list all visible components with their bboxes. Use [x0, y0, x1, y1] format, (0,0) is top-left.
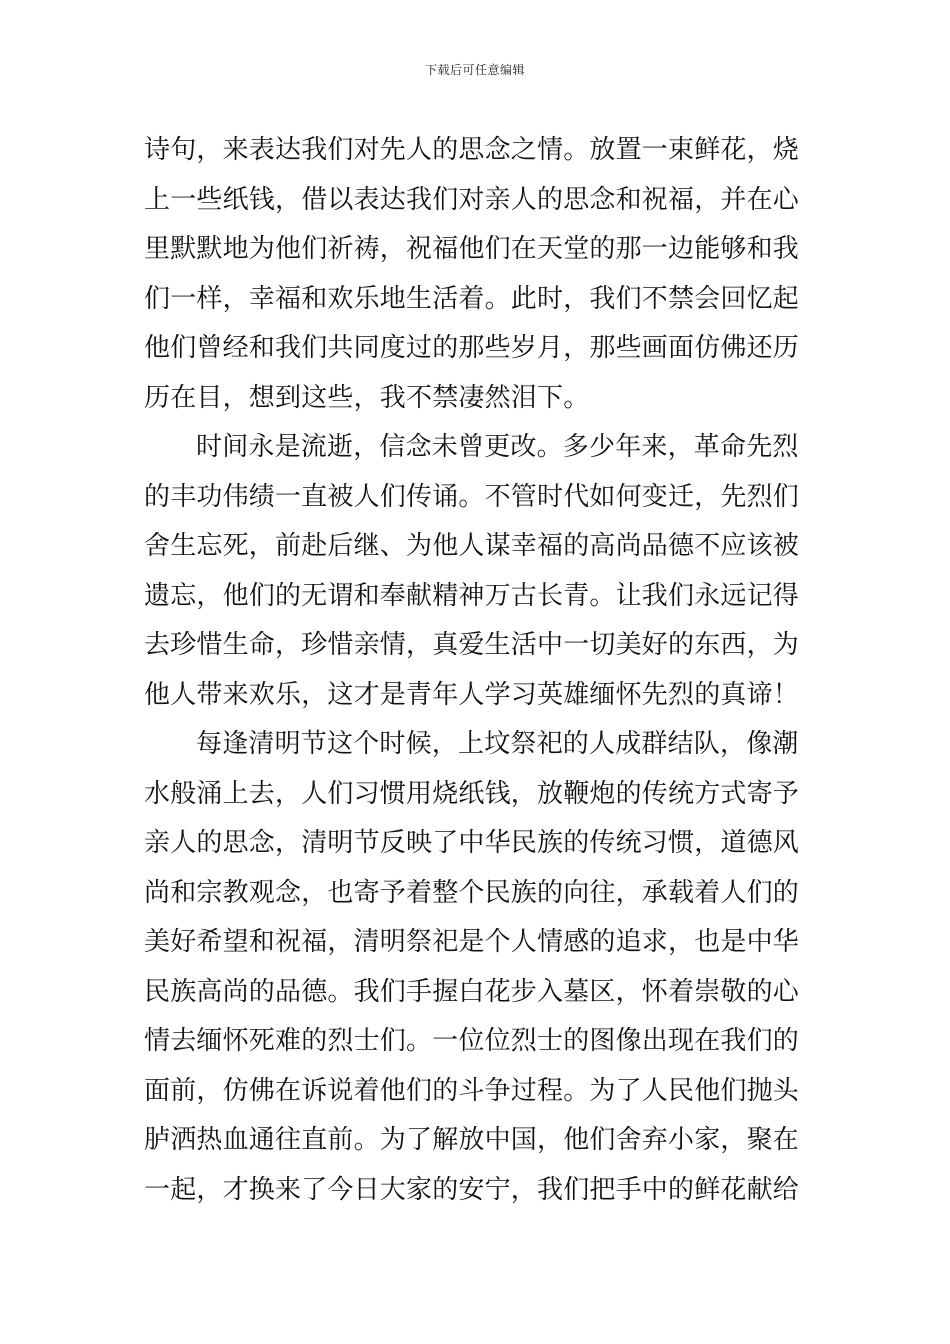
text-line: 历在目，想到这些，我不禁凄然泪下。 — [144, 382, 590, 413]
text-line: 舍生忘死，前赴后继、为他人谋幸福的高尚品德不应该被 — [144, 531, 800, 561]
text-line: 尚和宗教观念，也寄予着整个民族的向往，承载着人们的 — [144, 877, 800, 908]
text-line: 的丰功伟绩一直被人们传诵。不管时代如何变迁，先烈们 — [144, 481, 800, 512]
text-line: 们一样，幸福和欢乐地生活着。此时，我们不禁会回忆起 — [144, 283, 800, 314]
text-line: 美好希望和祝福，清明祭祀是个人情感的追求，也是中华 — [144, 927, 800, 957]
text-line: 他们曾经和我们共同度过的那些岁月，那些画面仿佛还历 — [144, 333, 800, 363]
text-line: 情去缅怀死难的烈士们。一位位烈士的图像出现在我们的 — [144, 1026, 800, 1056]
text-line: 他人带来欢乐，这才是青年人学习英雄缅怀先烈的真谛！ — [144, 679, 800, 710]
text-line: 上一些纸钱，借以表达我们对亲人的思念和祝福，并在心 — [144, 184, 800, 215]
text-line: 里默默地为他们祈祷，祝福他们在天堂的那一边能够和我 — [144, 234, 800, 264]
text-line: 诗句，来表达我们对先人的思念之情。放置一束鲜花，烧 — [144, 135, 800, 165]
text-line: 民族高尚的品德。我们手握白花步入墓区，怀着崇敬的心 — [144, 976, 800, 1007]
text-line: 亲人的思念，清明节反映了中华民族的传统习惯，道德风 — [144, 828, 800, 858]
text-line: 一起，才换来了今日大家的安宁，我们把手中的鲜花献给 — [144, 1174, 800, 1205]
paragraph-first-line: 时间永是流逝，信念未曾更改。多少年来，革命先烈 — [196, 432, 799, 462]
page-header: 下载后可任意编辑 — [424, 63, 525, 77]
paragraph-first-line: 每逢清明节这个时候，上坟祭祀的人成群结队，像潮 — [196, 729, 799, 759]
text-line: 遗忘，他们的无谓和奉献精神万古长青。让我们永远记得 — [144, 580, 800, 611]
body-text — [144, 126, 808, 1215]
text-line: 水般涌上去，人们习惯用烧纸钱，放鞭炮的传统方式寄予 — [144, 778, 800, 809]
text-line: 面前，仿佛在诉说着他们的斗争过程。为了人民他们抛头 — [144, 1075, 800, 1106]
text-line: 去珍惜生命，珍惜亲情，真爱生活中一切美好的东西，为 — [144, 630, 800, 660]
text-line: 胪洒热血通往直前。为了解放中国，他们舍弃小家，聚在 — [144, 1125, 800, 1155]
